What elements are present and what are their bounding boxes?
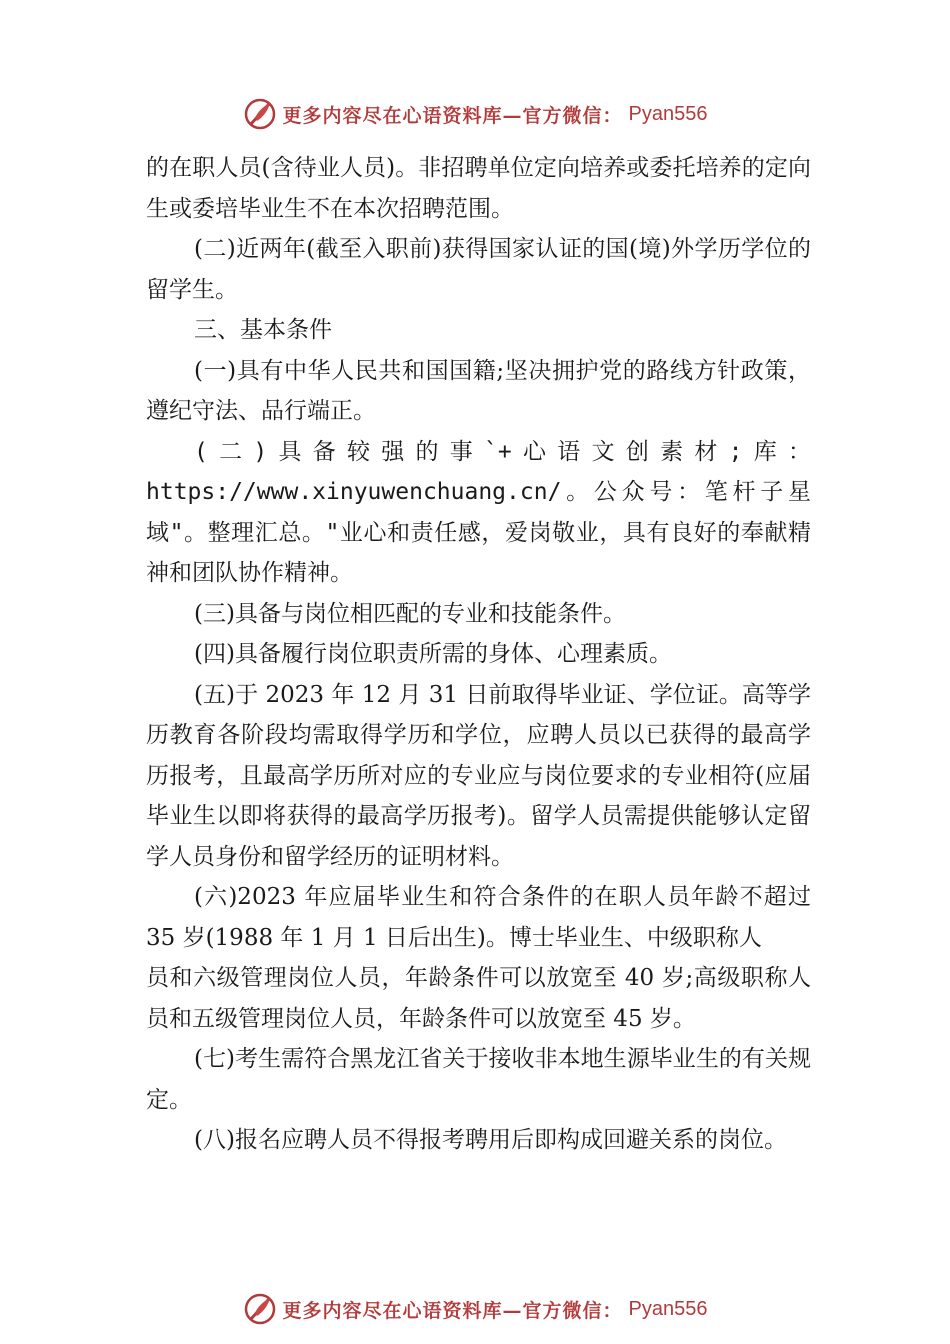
paragraph: (八)报名应聘人员不得报考聘用后即构成回避关系的岗位。 <box>194 1127 787 1153</box>
quill-logo-icon <box>243 1292 277 1326</box>
banner-text: 更多内容尽在心语资料库—官方微信： <box>282 104 623 127</box>
header-watermark-banner <box>0 94 950 134</box>
document-body <box>146 148 811 1161</box>
quill-logo-icon <box>243 97 277 131</box>
paragraph: 的在职人员(含待业人员)。非招聘单位定向培养或委托培养的定向生或委培毕业生不在本次招聘范围。 <box>146 155 811 222</box>
paragraph: (五)于 2023 年 12 月 31 日前取得毕业证、学位证。高等学历教育各阶段均需取得学历和学位，应聘人员以已获得的最高学历报考，且最高学历所对应的专业应与岗位要求的专业相符(应届毕业生以即将获得的最高学历报考)。留学人员需提供能够认定留学人员身份和留学经历的证明材料。 <box>146 681 811 870</box>
paragraph: (四)具备履行岗位职责所需的身体、心理素质。 <box>194 641 672 667</box>
banner-wechat-id: Pyan556 <box>628 1297 708 1320</box>
paragraph: (二)近两年(截至入职前)获得国家认证的国(境)外学历学位的留学生。 <box>146 236 811 303</box>
banner-wechat-id: Pyan556 <box>628 102 708 125</box>
paragraph: (一)具有中华人民共和国国籍;坚决拥护党的路线方针政策，遵纪守法、品行端正。 <box>146 357 811 424</box>
paragraph: (六)2023 年应届毕业生和符合条件的在职人员年龄不超过 35 岁(1988 年 1 月 1 日后出生)。博士毕业生、中级职称人 <box>146 884 811 951</box>
section-heading: 三、基本条件 <box>194 317 332 343</box>
paragraph: (七)考生需符合黑龙江省关于接收非本地生源毕业生的有关规定。 <box>146 1046 811 1113</box>
banner-text: 更多内容尽在心语资料库—官方微信： <box>282 1299 623 1322</box>
paragraph: 员和六级管理岗位人员，年龄条件可以放宽至 40 岁;高级职称人员和五级管理岗位人员，年龄条件可以放宽至 45 岁。 <box>146 965 811 1032</box>
paragraph: (三)具备与岗位相匹配的专业和技能条件。 <box>194 600 626 627</box>
paragraph: (二)具备较强的事`+心语文创素材;库：https://www.xinyuwenchuang.cn/。公众号：笔杆子星域"。整理汇总。"业心和责任感，爱岗敬业，具有良好的奉献精神和团队协作精神。 <box>146 438 811 586</box>
footer-watermark-banner <box>0 1289 950 1329</box>
